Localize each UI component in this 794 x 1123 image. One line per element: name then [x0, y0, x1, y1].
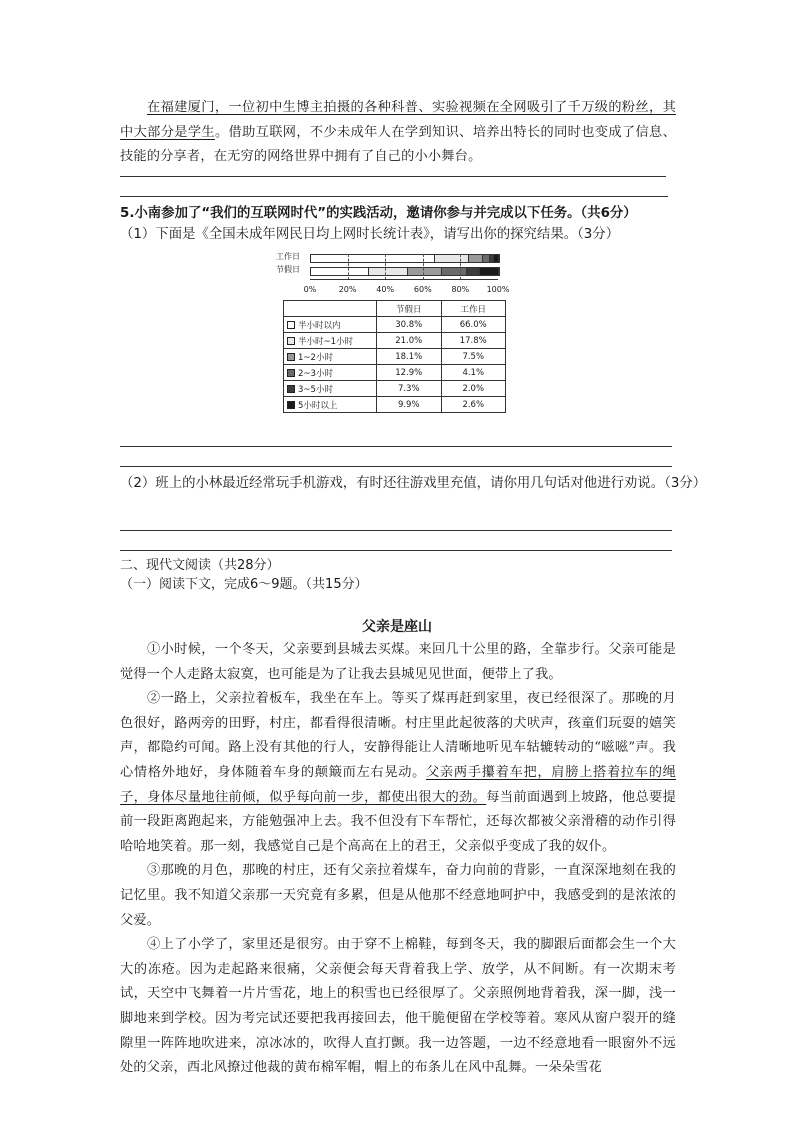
intro-block [120, 96, 676, 170]
table-header-holiday: 节假日 [377, 301, 442, 317]
bar-holiday [310, 267, 500, 276]
article-paragraph-3: ③那晚的月色，那晚的村庄，还有父亲拉着煤车，奋力向前的背影，一直深深地刻在我的记忆里。我不知道父亲那一天究竟有多累，但是从他那不经意地呵护中，我感受到的是浓浓的父爱。 [120, 863, 676, 928]
bar-segment-workday-0 [311, 255, 435, 262]
paragraph-2-start: ②一路上，父亲拉着板车，我坐在车上。等买了煤再赶到家里，夜已经很深了。那晚的月色很好，路两旁的田野，村庄，都看得很清晰。村庄里此起彼落的犬吠声，孩童们玩耍的嬉笑声，都隐约可闻。路上没有其他的行人，安静得能让人清晰地听见车轱辘转动的“嗞嗞”声。我心情格外地好，身体随着车身的颠簸而左右晃动。 [120, 691, 676, 780]
answer-line-q5-3[interactable] [120, 530, 672, 531]
gridline [423, 254, 424, 280]
table-cell-holiday: 7.3% [377, 381, 442, 397]
x-tick-label: 60% [413, 285, 432, 294]
table-row-label [284, 365, 377, 381]
x-tick-label: 40% [376, 285, 395, 294]
legend-label: 半小时以内 [298, 320, 341, 331]
bar-segment-holiday-5 [480, 268, 499, 275]
table-row [284, 397, 506, 413]
table-cell-holiday: 21.0% [377, 333, 442, 349]
section-2-sub: （一）阅读下文，完成6～9题。（共15分） [120, 577, 368, 592]
section-2-heading: 二、现代文阅读（共28分） [120, 558, 280, 573]
table-header-row [284, 301, 506, 317]
bar-segment-workday-2 [469, 255, 483, 262]
article-paragraph-1: ①小时候，一个冬天，父亲要到县城去买煤。来回几十公里的路，全靠步行。父亲可能是觉得一个人走路太寂寞，也可能是为了让我去县城见见世面，便带上了我。 [120, 642, 676, 682]
bar-segment-holiday-2 [408, 268, 442, 275]
legend-swatch-icon [287, 353, 295, 361]
table-cell-holiday: 9.9% [377, 397, 442, 413]
table-cell-holiday: 30.8% [377, 317, 442, 333]
table-cell-workday: 66.0% [441, 317, 506, 333]
article-paragraph-4: ④上了小学了，家里还是很穷。由于穿不上棉鞋，每到冬天，我的脚跟后面都会生一个大大的冻疮。因为走起路来很痛，父亲便会每天背着我上学、放学，从不间断。有一次期末考试，天空中飞舞着一片片雪花，地上的积雪也已经很厚了。父亲照例地背着我，深一脚，浅一脚地来到学校。因为考完试还要把我再接回去，他干脆便留在学校等着。寒风从窗户裂开的缝隙里一阵阵地吹进来，凉冰冰的，吹得人直打颤。我一边答题，一边不经意地看一眼窗外不远处的父亲，西北风撩过他裁的黄布棉军帽，帽上的布条儿在风中乱舞。一朵朵雪花 [120, 937, 676, 1076]
paragraph-2-underlined: 父亲两手攥着车把，肩膀上搭着拉车的绳子，身体尽量地往前倾，似乎每向前一步，都使出很大的劲。 [120, 764, 676, 805]
legend-swatch-icon [287, 321, 295, 329]
stats-table [283, 300, 506, 413]
table-row-label [284, 317, 377, 333]
x-tick-label: 100% [486, 285, 510, 294]
gridline [385, 254, 386, 280]
article-body [120, 638, 676, 1081]
answer-line-q5-4[interactable] [120, 550, 672, 551]
x-tick-label: 20% [338, 285, 357, 294]
bar-segment-holiday-3 [442, 268, 466, 275]
x-tick-label: 80% [451, 285, 470, 294]
bar-workday [310, 254, 500, 263]
table-cell-workday: 7.5% [441, 349, 506, 365]
answer-line-intro-1[interactable] [120, 176, 666, 177]
table-header-blank [284, 301, 377, 317]
table-cell-workday: 4.1% [441, 365, 506, 381]
article-paragraph-2 [120, 687, 676, 859]
table-row-label [284, 397, 377, 413]
table-row-label [284, 381, 377, 397]
gridline [460, 254, 461, 280]
bar-label-holiday: 节假日 [276, 265, 300, 274]
legend-label: 半小时~1小时 [298, 336, 354, 347]
table-cell-holiday: 12.9% [377, 365, 442, 381]
question-5 [120, 204, 700, 245]
bar-segment-holiday-0 [311, 268, 369, 275]
legend-swatch-icon [287, 337, 295, 345]
legend-label: 2~3小时 [298, 368, 333, 379]
answer-line-intro-2[interactable] [120, 196, 668, 197]
intro-rest-text: 。借助互联网，不少未成年人在学到知识、培养出特长的同时也变成了信息、技能的分享者，在无穷的网络世界中拥有了自己的小小舞台。 [120, 124, 677, 165]
bar-segment-workday-3 [483, 255, 491, 262]
table-row [284, 317, 506, 333]
table-row [284, 333, 506, 349]
legend-swatch-icon [287, 369, 295, 377]
intro-paragraph [120, 96, 676, 170]
x-axis-line [310, 279, 498, 280]
bar-segment-workday-5 [494, 255, 499, 262]
table-row [284, 365, 506, 381]
table-row [284, 381, 506, 397]
bar-segment-holiday-4 [467, 268, 481, 275]
table-cell-workday: 2.6% [441, 397, 506, 413]
legend-label: 5小时以上 [298, 400, 338, 411]
intro-underlined-text: 在福建厦门，一位初中生博主拍摄的各种科普、实验视频在全网吸引了千万级的粉丝，其中大部分是学生 [120, 100, 676, 140]
table-cell-workday: 2.0% [441, 381, 506, 397]
question-5-sub1: （1）下面是《全国未成年网民日均上网时长统计表》，请写出你的探究结果。（3分） [120, 227, 620, 242]
article-title: 父亲是座山 [362, 619, 432, 635]
gridline [348, 254, 349, 280]
table-cell-workday: 17.8% [441, 333, 506, 349]
answer-line-q5-2[interactable] [120, 466, 672, 467]
paragraph-2-end: 每当前面遇到上坡路，他总要提前一段距离跑起来，方能勉强冲上去。我不但没有下车帮忙，还每次都被父亲滑稽的动作引得哈哈地笑着。那一刻，我感觉自己是个高高在上的君王，父亲似乎变成了我的奴仆。 [120, 789, 676, 854]
question-5-sub2: （2）班上的小林最近经常玩手机游戏，有时还往游戏里充值，请你用几句话对他进行劝说。（3分） [120, 476, 707, 491]
table-header-workday: 工作日 [441, 301, 506, 317]
legend-label: 1~2小时 [298, 352, 333, 363]
bar-label-workday: 工作日 [276, 252, 300, 261]
table-row [284, 349, 506, 365]
answer-line-q5-1[interactable] [120, 446, 672, 447]
question-5-title: 5.小南参加了“我们的互联网时代”的实践活动，邀请你参与并完成以下任务。（共6分） [120, 206, 637, 221]
table-row-label [284, 349, 377, 365]
section-2-header [120, 556, 676, 594]
legend-swatch-icon [287, 401, 295, 409]
legend-swatch-icon [287, 385, 295, 393]
legend-label: 3~5小时 [298, 384, 333, 395]
table-row-label [284, 333, 377, 349]
bar-segment-holiday-1 [369, 268, 408, 275]
x-tick-label: 0% [303, 285, 317, 294]
question-5-part2 [120, 474, 707, 493]
table-cell-holiday: 18.1% [377, 349, 442, 365]
bar-segment-workday-1 [435, 255, 468, 262]
